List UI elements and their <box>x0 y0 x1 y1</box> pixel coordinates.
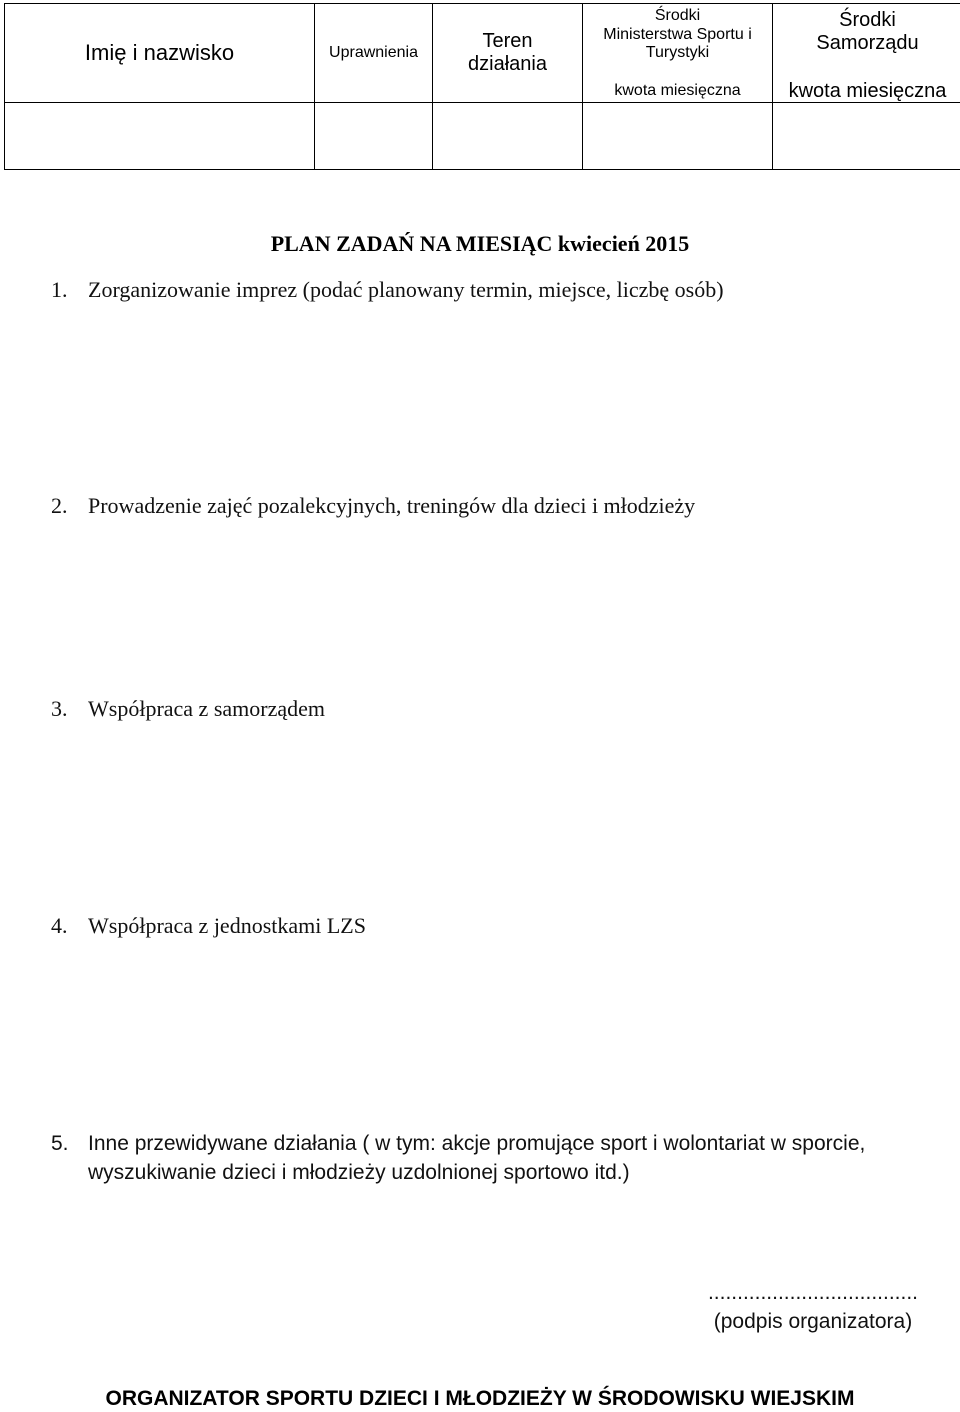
header-area-line1: Teren <box>482 30 533 52</box>
plan-item-text: Prowadzenie zajęć pozalekcyjnych, treningów dla dzieci i młodzieży <box>88 493 696 518</box>
header-area <box>433 4 583 103</box>
plan-item-text: Współpraca z jednostkami LZS <box>88 913 366 938</box>
header-local-title <box>773 9 960 55</box>
header-permissions-label: Uprawnienia <box>329 44 418 61</box>
header-ministry-line1: Środki <box>654 7 701 24</box>
table-data-row <box>5 103 960 170</box>
cell-ministry-amount-input[interactable] <box>583 103 773 170</box>
header-ministry-sub: kwota miesięczna <box>614 82 741 99</box>
cell-area-input[interactable] <box>433 103 583 170</box>
header-ministry-funds <box>583 4 773 103</box>
header-permissions <box>315 4 433 103</box>
plan-item-number: 2. <box>51 493 68 518</box>
cell-permissions-input[interactable] <box>315 103 433 170</box>
plan-item-number: 3. <box>51 696 68 721</box>
header-local-funds <box>773 4 960 103</box>
table-header-row <box>5 4 960 103</box>
plan-item-1 <box>51 277 724 303</box>
header-name <box>5 4 315 103</box>
signature-label: (podpis organizatora) <box>713 1310 913 1333</box>
cell-name-input[interactable] <box>5 103 315 170</box>
plan-item-4 <box>51 913 366 939</box>
plan-item-text: Zorganizowanie imprez (podać planowany termin, miejsce, liczbę osób) <box>88 277 724 302</box>
header-ministry-line2: Ministerstwa Sportu i <box>603 25 752 43</box>
header-local-line2: Samorządu <box>816 32 919 54</box>
header-name-label: Imię i nazwisko <box>84 40 235 65</box>
header-local-line1: Środki <box>839 9 896 31</box>
header-ministry-line3: Turystyki <box>645 44 710 61</box>
plan-item-number: 1. <box>51 277 68 302</box>
plan-item-2 <box>51 493 695 519</box>
plan-item-text-line2: wyszukiwanie dzieci i młodzieży uzdolnionej sportowo itd.) <box>88 1161 630 1184</box>
monthly-funding-table <box>4 3 960 170</box>
footer-title: ORGANIZATOR SPORTU DZIECI I MŁODZIEŻY W ŚRODOWISKU WIEJSKIM <box>105 1387 855 1410</box>
cell-local-amount-input[interactable] <box>773 103 960 170</box>
header-ministry-title <box>583 7 772 63</box>
header-local-sub: kwota miesięczna <box>788 80 947 102</box>
plan-item-number: 5. <box>51 1132 69 1155</box>
plan-item-number: 4. <box>51 913 68 938</box>
header-area-line2: działania <box>468 53 547 75</box>
plan-item-text: Współpraca z samorządem <box>88 696 325 721</box>
plan-item-3 <box>51 696 325 722</box>
signature-line: .................................... <box>707 1281 918 1304</box>
signature-block <box>708 1278 918 1336</box>
plan-item-5 <box>51 1129 865 1187</box>
plan-item-text-line1: Inne przewidywane działania ( w tym: akcje promujące sport i wolontariat w sporcie, <box>88 1132 866 1155</box>
plan-title: PLAN ZADAŃ NA MIESIĄC kwiecień 2015 <box>270 231 690 256</box>
